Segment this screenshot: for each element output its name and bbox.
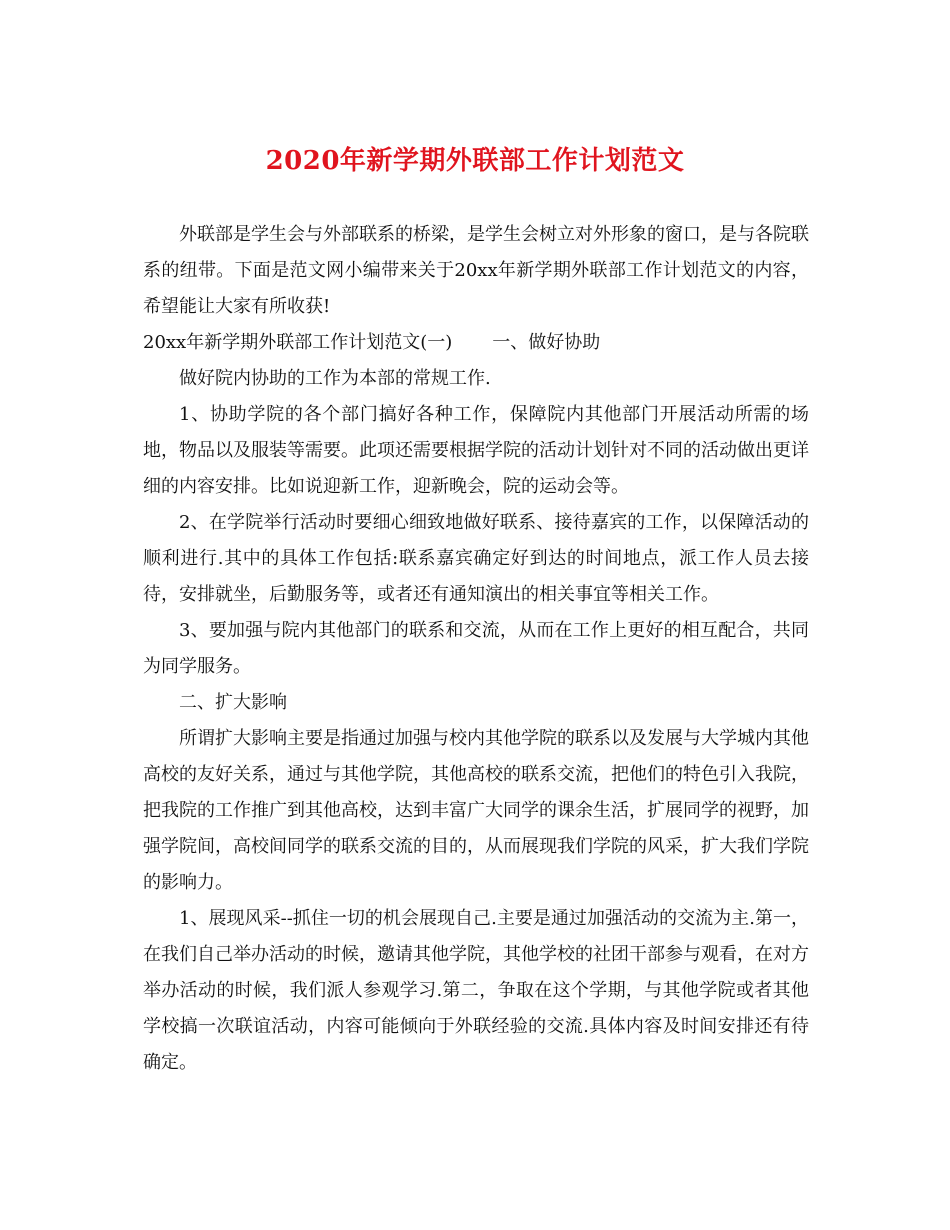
section-heading-assist: 一、做好协助	[492, 332, 601, 353]
article-subtitle: 20xx年新学期外联部工作计划范文(一)	[143, 332, 453, 353]
intro-paragraph: 外联部是学生会与外部联系的桥梁，是学生会树立对外形象的窗口，是与各院联系的纽带。下面是范文网小编带来关于20xx年新学期外联部工作计划范文的内容，希望能让大家有所收获!	[143, 224, 809, 317]
section-heading-expand: 二、扩大影响	[179, 692, 287, 713]
document-title: 2020年新学期外联部工作计划范文	[265, 146, 685, 176]
body-paragraph: 2、在学院举行活动时要细心细致地做好联系、接待嘉宾的工作，以保障活动的顺利进行.其中的具体工作包括:联系嘉宾确定好到达的时间地点，派工作人员去接待，安排就坐，后勤服务等，或者还有通知演出的相关事宜等相关工作。	[143, 512, 809, 605]
section-subheading-line	[143, 325, 809, 361]
body-paragraph: 所谓扩大影响主要是指通过加强与校内其他学院的联系以及发展与大学城内其他高校的友好关系，通过与其他学院，其他高校的联系交流，把他们的特色引入我院，把我院的工作推广到其他高校，达到丰富广大同学的课余生活，扩展同学的视野，加强学院间，高校间同学的联系交流的目的，从而展现我们学院的风采，扩大我们学院的影响力。	[143, 728, 809, 893]
body-paragraph: 1、展现风采--抓住一切的机会展现自己.主要是通过加强活动的交流为主.第一，在我们自己举办活动的时候，邀请其他学院，其他学校的社团干部参与观看，在对方举办活动的时候，我们派人参观学习.第二，争取在这个学期，与其他学院或者其他学校搞一次联谊活动，内容可能倾向于外联经验的交流.具体内容及时间安排还有待确定。	[143, 908, 809, 1073]
body-paragraph: 做好院内协助的工作为本部的常规工作.	[179, 368, 491, 389]
body-paragraph: 1、协助学院的各个部门搞好各种工作，保障院内其他部门开展活动所需的场地，物品以及服装等需要。此项还需要根据学院的活动计划针对不同的活动做出更详细的内容安排。比如说迎新工作，迎新晚会，院的运动会等。	[143, 404, 809, 497]
document-body	[143, 217, 809, 1081]
body-paragraph: 3、要加强与院内其他部门的联系和交流，从而在工作上更好的相互配合，共同为同学服务。	[143, 620, 809, 677]
